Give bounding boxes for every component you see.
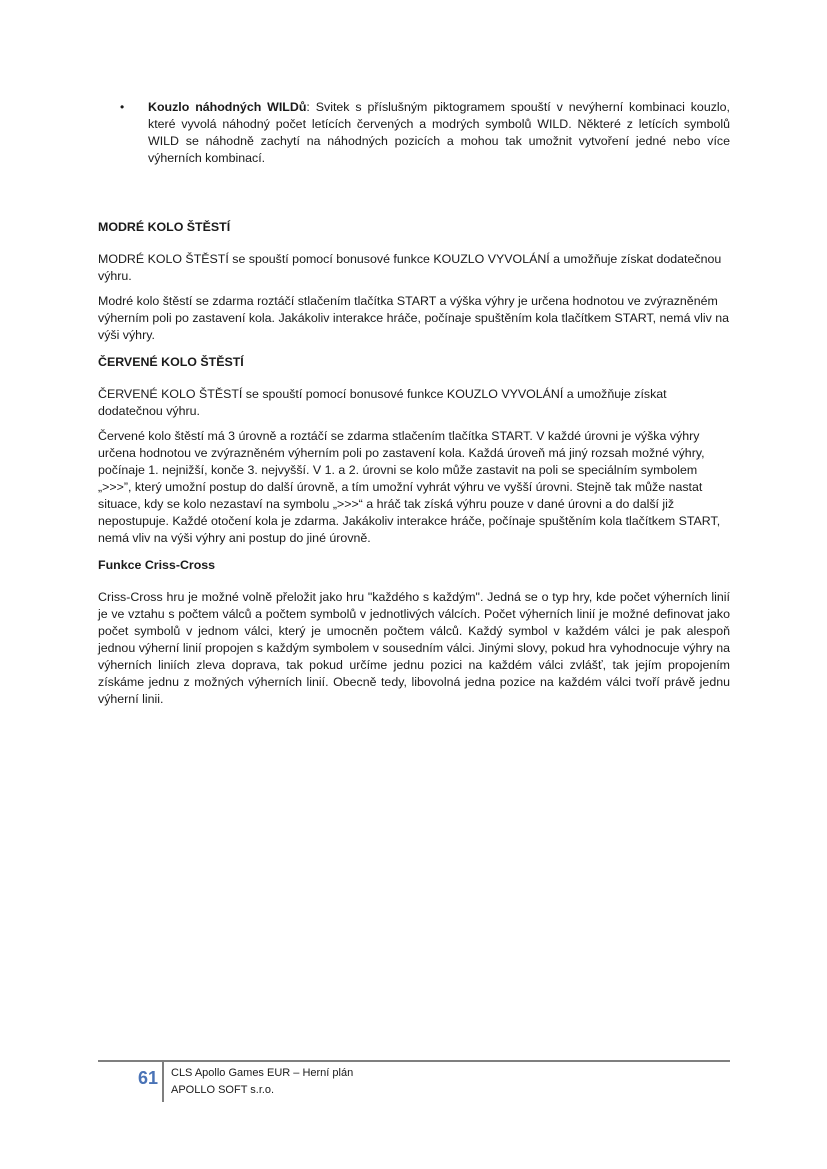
footer-divider <box>162 1062 164 1102</box>
section-heading-blue-wheel: MODRÉ KOLO ŠTĚSTÍ <box>98 220 231 234</box>
footer-company: APOLLO SOFT s.r.o. <box>171 1084 275 1096</box>
bullet-body: : Svitek s příslušným piktogramem spouští v nevýherní kombinaci kouzlo, které vyvolá náhodný počet letících červených a modrých symbolů WILD. Některé z letících symbolů WILD se náhodně zachytí na náhodných pozicích a mohou tak umožnit vytvoření jedné nebo více výherních kombinací. <box>148 100 730 165</box>
paragraph: Červené kolo štěstí má 3 úrovně a roztáčí se zdarma stlačením tlačítka START. V každé úrovni je výška výhry určena hodnotou ve zvýrazněném výherním poli po zastavení kola. Každá úroveň má jiný rozsah možné výhry, počínaje 1. nejnižší, konče 3. nejvyšší. V 1. a 2. úrovni se kolo může zastavit na poli se speciálním symbolem „>>>”, který umožní postup do další úrovně, a tím umožní vyhrát výhru ve vyšší úrovni. Stejně tak může nastat situace, kdy se kolo nezastaví na symbolu „>>>“ a hráč tak získá výhru pouze v dané úrovni a do další již nepostupuje. Každé otočení kola je zdarma. Jakákoliv interakce hráče, počínaje spuštěním kola tlačítkem START, nemá vliv na výši výhry ani postup do jiné úrovně. <box>98 429 721 545</box>
bullet-item-wild-magic <box>120 99 730 167</box>
bullet-title: Kouzlo náhodných WILDů <box>148 100 307 114</box>
bullet-icon: • <box>120 100 125 114</box>
paragraph: Modré kolo štěstí se zdarma roztáčí stlačením tlačítka START a výška výhry je určena hodnotou ve zvýrazněném výherním poli po zastavení kola. Jakákoliv interakce hráče, počínaje spuštěním kola tlačítkem START, nemá vliv na výši výhry. <box>98 294 730 342</box>
section-heading-criss-cross: Funkce Criss-Cross <box>98 558 216 572</box>
section-heading-red-wheel: ČERVENÉ KOLO ŠTĚSTÍ <box>98 355 244 369</box>
paragraph: Criss-Cross hru je možné volně přeložit jako hru "každého s každým". Jedná se o typ hry, kde počet výherních linií je ve vztahu s počtem válců a počtem symbolů v jednotlivých válcích. Počet výherních linií je možné definovat jako počet symbolů v jednom válci, který je umocněn počtem válců. Každý symbol v každém válci je pak alespoň jednou výherní linií propojen s každým symbolem v sousedním válci. Jinými slovy, pokud hra vyhodnocuje výhry na výherních liniích zleva doprava, tak pokud určíme jednu pozici na každém válci zvlášť, tak jejím propojením získáme jednu z možných výherních linií. Obecně tedy, libovolná jedna pozice na každém válci tvoří právě jednu výherní linii. <box>98 590 730 706</box>
footer-rule <box>98 1060 730 1062</box>
paragraph: MODRÉ KOLO ŠTĚSTÍ se spouští pomocí bonusové funkce KOUZLO VYVOLÁNÍ a umožňuje získat dodatečnou výhru. <box>98 252 722 283</box>
bullet-text <box>148 99 730 167</box>
footer-text <box>171 1065 353 1099</box>
page-number: 61 <box>137 1068 158 1088</box>
footer-document-title: CLS Apollo Games EUR – Herní plán <box>171 1067 354 1079</box>
main-content <box>98 219 730 716</box>
paragraph: ČERVENÉ KOLO ŠTĚSTÍ se spouští pomocí bonusové funkce KOUZLO VYVOLÁNÍ a umožňuje získat dodatečnou výhru. <box>98 387 667 418</box>
